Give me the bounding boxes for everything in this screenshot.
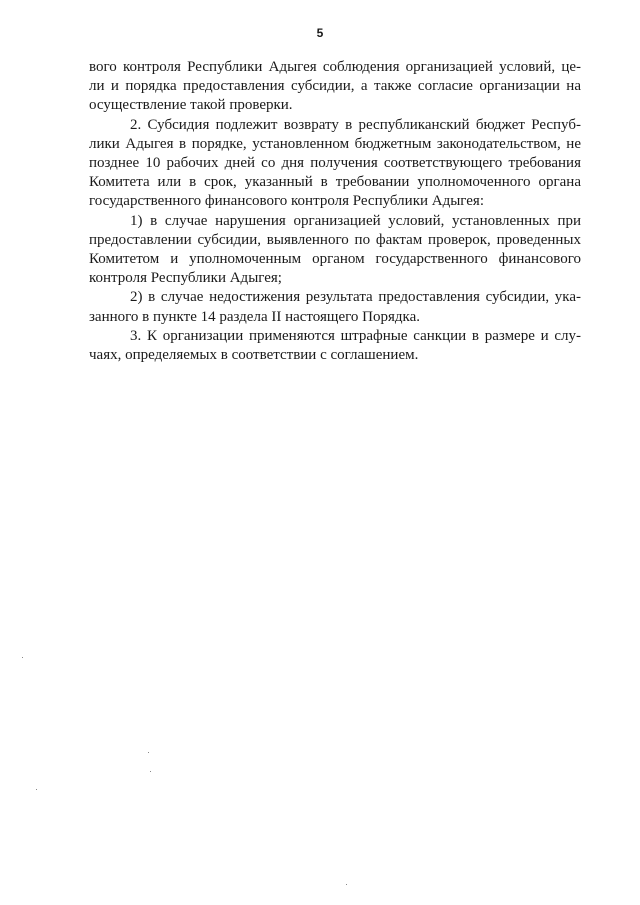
document-body [89, 58, 581, 365]
scan-speck [346, 884, 347, 885]
paragraph-line: государственного финансового контроля Республики Адыгея: [89, 193, 484, 210]
paragraph-line: Комитетом и уполномоченным органом государственного финансового [89, 251, 581, 268]
paragraph-line: ли и порядка предоставления субсидии, а также согласие организации на [89, 78, 581, 95]
paragraph-line: лики Адыгея в порядке, установленном бюджетным законодательством, не [89, 135, 581, 152]
scan-speck [36, 789, 37, 790]
paragraph-line: 2. Субсидия подлежит возврату в республиканский бюджет Респуб- [130, 116, 581, 133]
paragraph-line: чаях, определяемых в соответствии с соглашением. [89, 347, 419, 364]
paragraph-line: 1) в случае нарушения организацией условий, установленных при [130, 212, 581, 229]
paragraph-line: позднее 10 рабочих дней со дня получения соответствующего требования [89, 155, 581, 172]
scan-speck [22, 657, 23, 658]
page-number: 5 [316, 26, 324, 40]
paragraph-line: предоставлении субсидии, выявленного по фактам проверок, проведенных [89, 231, 581, 248]
scan-speck [150, 771, 151, 772]
paragraph-line: 3. К организации применяются штрафные санкции в размере и слу- [130, 327, 581, 344]
paragraph-line: Комитета или в срок, указанный в требовании уполномоченного органа [89, 174, 581, 191]
scan-speck [148, 752, 149, 753]
paragraph-line: 2) в случае недостижения результата предоставления субсидии, ука- [130, 289, 581, 306]
paragraph-line: осуществление такой проверки. [89, 97, 293, 114]
paragraph-line: контроля Республики Адыгея; [89, 270, 282, 287]
paragraph-line: занного в пункте 14 раздела II настоящего Порядка. [89, 308, 420, 325]
paragraph-line: вого контроля Республики Адыгея соблюдения организацией условий, це- [89, 59, 581, 75]
